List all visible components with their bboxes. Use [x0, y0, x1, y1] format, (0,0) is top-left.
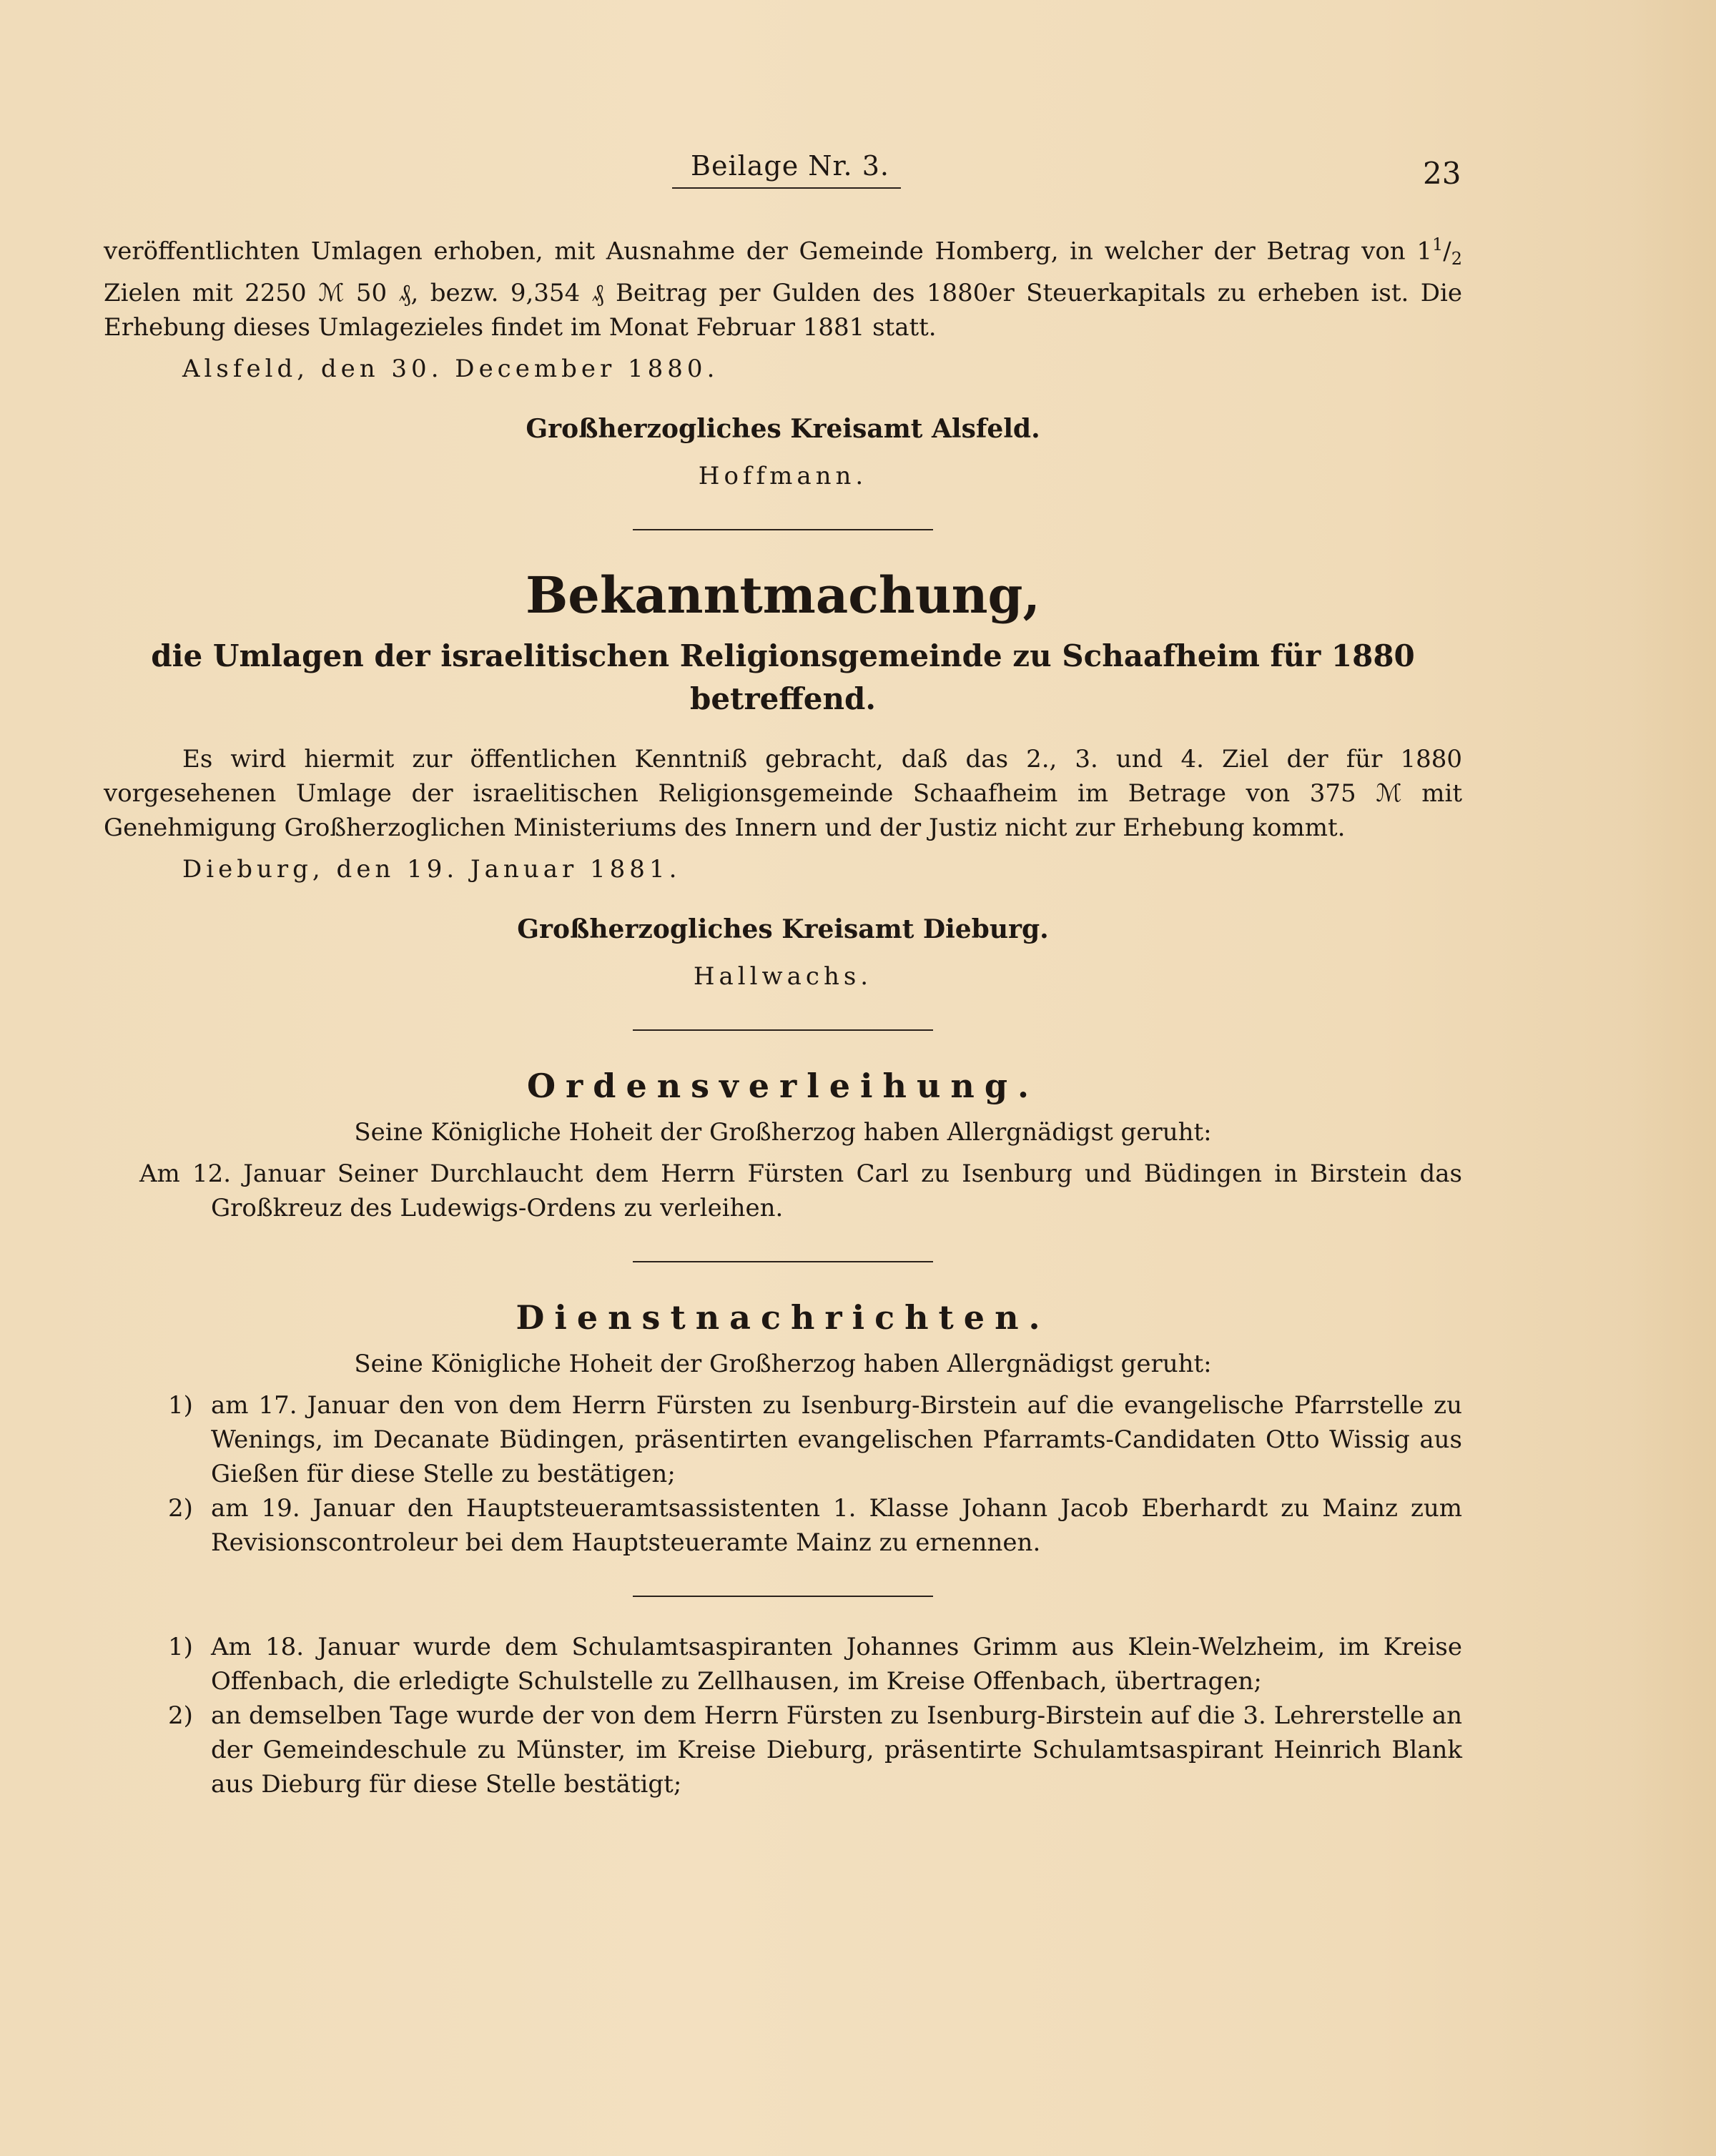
running-title: Beilage Nr. 3. [691, 150, 889, 182]
alsfeld-signer: Hoffmann. [698, 462, 868, 491]
page-content [104, 227, 1462, 1801]
item-number: 1) [168, 1633, 193, 1662]
alsfeld-place-date: Alsfeld, den 30. December 1880. [182, 355, 719, 384]
dieburg-authority: Großherzogliches Kreisamt Dieburg. [517, 914, 1049, 945]
paper-edge-shade [1630, 0, 1716, 2156]
continuation-paragraph: veröffentlichten Umlagen erhoben, mit Ausnahme der Gemeinde Homberg, in welcher der Betrag von $1^1/_2$ Zielen mit 2250 ℳ 50 ₰, bezw. 9,354 ₰ Beitrag per Gulden des 1880er Steuerkapitals zu erheben ist. Die Erhebung dieses Umlagezieles findet im Monat Februar 1881 statt. [104, 234, 1462, 342]
header-rule [672, 187, 901, 189]
item-number: 1) [168, 1391, 193, 1420]
fraction-denominator: 2 [1451, 249, 1462, 270]
alsfeld-authority: Großherzogliches Kreisamt Alsfeld. [526, 414, 1040, 445]
dieburg-signer: Hallwachs. [693, 962, 873, 992]
fraction-numerator: 1 [1431, 234, 1444, 254]
ordensverleihung-body: Am 12. Januar Seiner Durchlaucht dem Herrn Fürsten Carl zu Isenburg und Büdingen in Birstein das Großkreuz des Ludewigs-Ordens zu verleihen. [139, 1159, 1462, 1223]
list-item [104, 1630, 1462, 1698]
item-number: 2) [168, 1494, 193, 1523]
continuation-text-a: veröffentlichten Umlagen erhoben, mit Ausnahme der Gemeinde Homberg, in welcher der Betrag von 1 [104, 237, 1432, 266]
item-text: am 19. Januar den Hauptsteueramtsassistenten 1. Klasse Johann Jacob Eberhardt zu Mainz zum Revisionscontroleur bei dem Hauptsteueramte Mainz zu ernennen. [211, 1494, 1462, 1558]
list-item [104, 1698, 1462, 1801]
notice-title: Bekanntmachung, [526, 565, 1040, 625]
continuation-text-b: Zielen mit 2250 ℳ 50 ₰, bezw. 9,354 ₰ Beitrag per Gulden des 1880er Steuerkapitals zu erheben ist. Die Erhebung dieses Umlagezieles findet im Monat Februar 1881 statt. [104, 279, 1462, 342]
ordensverleihung-title: Ordensverleihung. [526, 1067, 1040, 1106]
dieburg-place-date: Dieburg, den 19. Januar 1881. [182, 855, 681, 884]
item-text: an demselben Tage wurde der von dem Herrn Fürsten zu Isenburg-Birstein auf die 3. Lehrerstelle an der Gemeindeschule zu Münster, im Kreise Dieburg, präsentirte Schulamtsaspirant Heinrich Blank aus Dieburg für diese Stelle bestätigt; [211, 1701, 1462, 1799]
page-header [0, 150, 1716, 193]
item-text: Am 18. Januar wurde dem Schulamtsaspiranten Johannes Grimm aus Klein-Welzheim, im Kreise Offenbach, die erledigte Schulstelle zu Zellhausen, im Kreise Offenbach, übertragen; [211, 1633, 1462, 1696]
dienstnachrichten-intro: Seine Königliche Hoheit der Großherzog haben Allergnädigst geruht: [354, 1350, 1212, 1379]
notice-subtitle: die Umlagen der israelitischen Religionsgemeinde zu Schaafheim für 1880 betreffend. [151, 638, 1415, 717]
ordensverleihung-intro: Seine Königliche Hoheit der Großherzog haben Allergnädigst geruht: [354, 1118, 1212, 1147]
item-text: am 17. Januar den von dem Herrn Fürsten zu Isenburg-Birstein auf die evangelische Pfarrstelle zu Wenings, im Decanate Büdingen, präsentirten evangelischen Pfarramts-Candidaten Otto Wissig aus Gießen für diese Stelle zu bestätigen; [211, 1391, 1462, 1489]
dienstnachrichten-title: Dienstnachrichten. [516, 1298, 1050, 1337]
section-divider [633, 529, 933, 530]
section-divider [633, 1596, 933, 1597]
section-divider [633, 1261, 933, 1262]
list-item [104, 1491, 1462, 1560]
section-divider [633, 1029, 933, 1031]
item-number: 2) [168, 1701, 193, 1731]
list-item [104, 1388, 1462, 1491]
notice-body: Es wird hiermit zur öffentlichen Kenntniß gebracht, daß das 2., 3. und 4. Ziel der für 1880 vorgesehenen Umlage der israelitischen Religionsgemeinde Schaafheim im Betrage von 375 ℳ mit Genehmigung Großherzoglichen Ministeriums des Innern und der Justiz nicht zur Erhebung kommt. [104, 745, 1462, 843]
page-number: 23 [1423, 156, 1461, 191]
